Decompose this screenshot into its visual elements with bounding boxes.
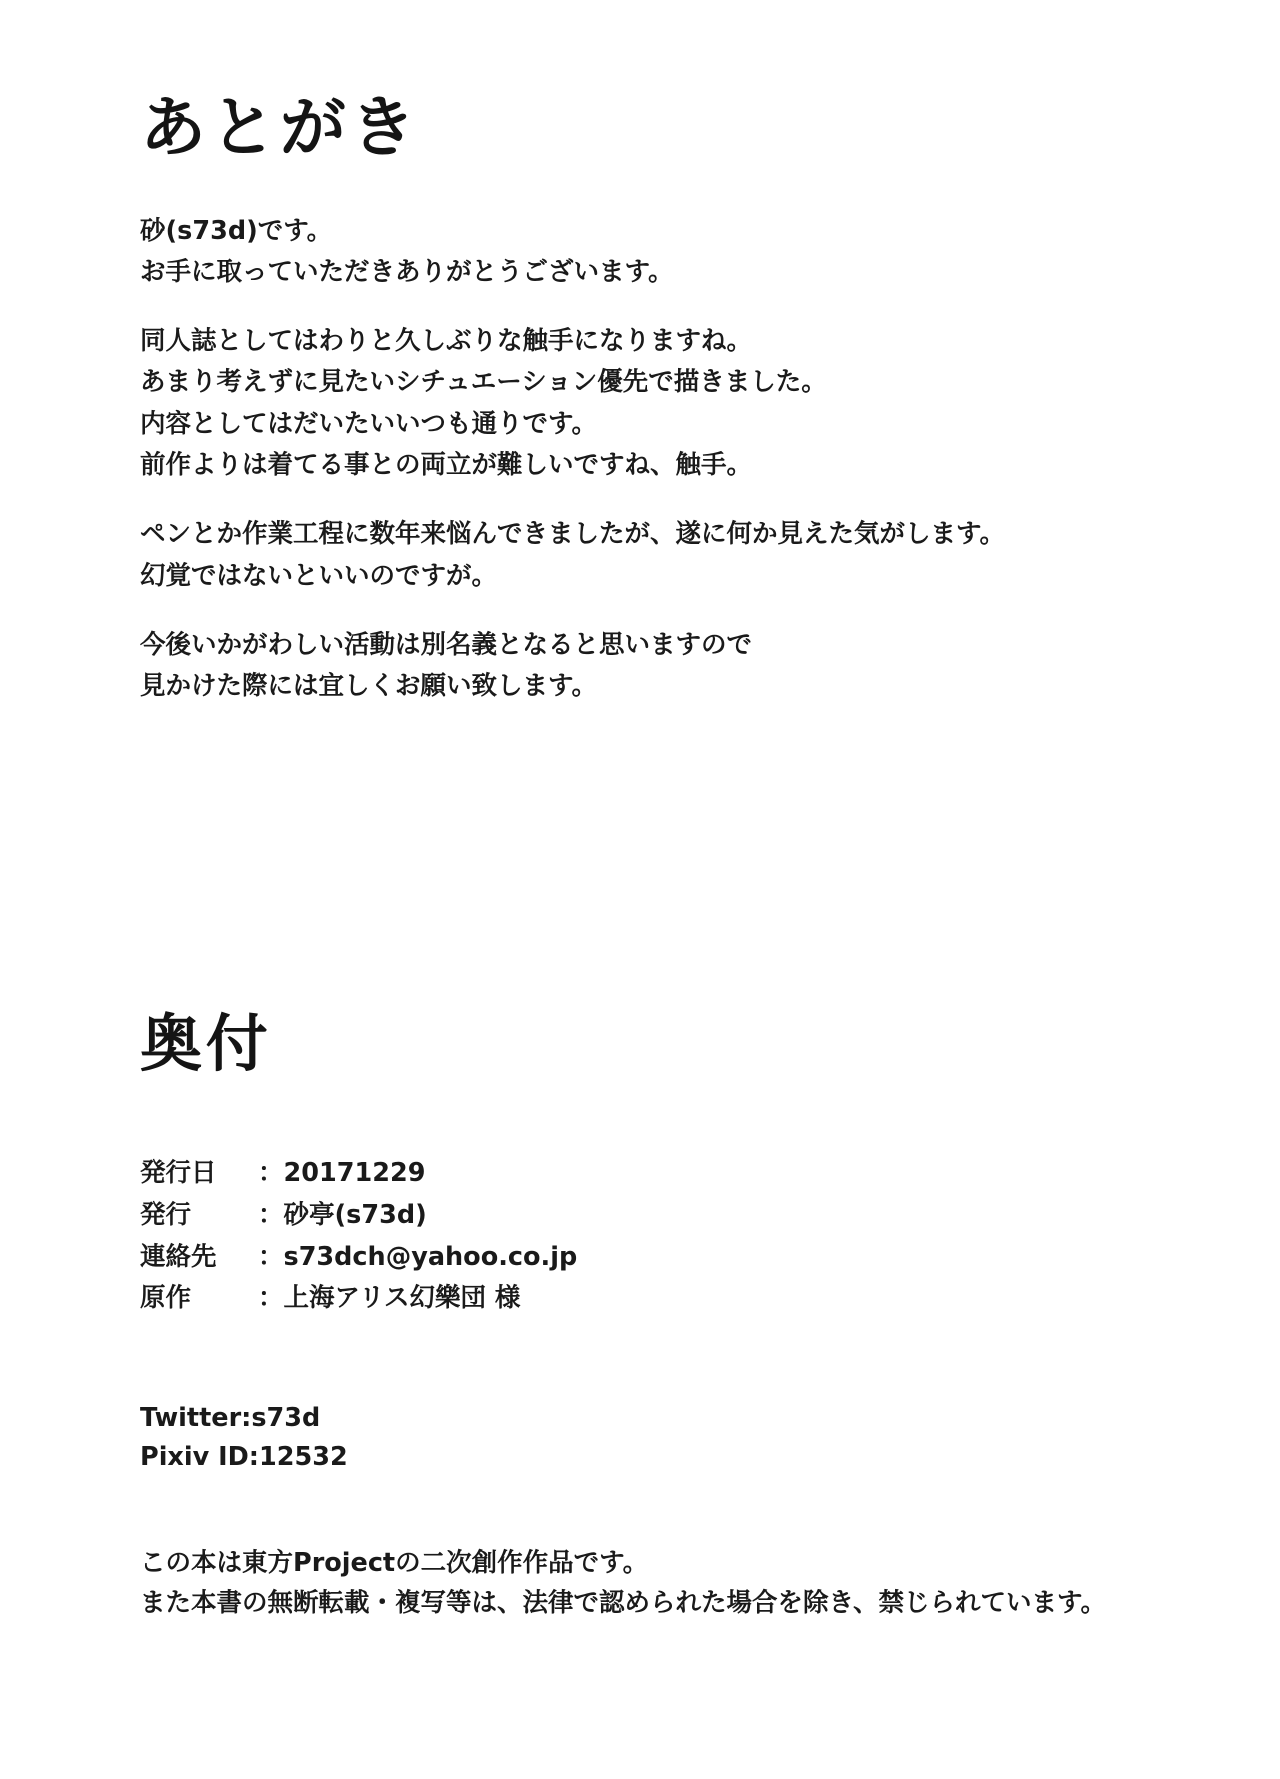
- copyright-notice: [140, 1544, 1160, 1624]
- table-row: [140, 1196, 577, 1238]
- afterword-body: [140, 211, 1160, 708]
- afterword-heading: あとがき: [140, 89, 420, 166]
- colophon-heading: 奥付: [140, 1007, 272, 1080]
- colophon-value: 20171229: [283, 1158, 426, 1189]
- colophon-label: 発行: [140, 1199, 192, 1230]
- afterword-line: 幻覚ではないといいのですが。: [140, 560, 498, 591]
- afterword-line: ペンとか作業工程に数年来悩んできましたが、遂に何か見えた気がします。: [140, 519, 1005, 550]
- afterword-line: 今後いかがわしい活動は別名義となると思いますので: [140, 629, 753, 660]
- table-row: [140, 1154, 577, 1196]
- colophon-contact-email: s73dch@yahoo.co.jp: [283, 1241, 578, 1272]
- colophon-separator: ：: [258, 1241, 284, 1272]
- table-row: [140, 1238, 577, 1280]
- afterword-line: 見かけた際には宜しくお願い致します。: [140, 671, 597, 702]
- pixiv-id: Pixiv ID:12532: [140, 1441, 348, 1472]
- colophon-label: 連絡先: [140, 1241, 217, 1272]
- colophon-value: 上海アリス幻樂団 様: [283, 1283, 521, 1314]
- notice-line: この本は東方Projectの二次創作作品です。: [140, 1547, 649, 1578]
- colophon-label: 発行日: [140, 1158, 217, 1189]
- afterword-line: あまり考えずに見たいシチュエーション優先で描きました。: [140, 367, 827, 398]
- colophon-social-links: [140, 1399, 1160, 1476]
- colophon-details-table: [140, 1154, 577, 1321]
- table-row: [140, 1279, 577, 1321]
- notice-line: また本書の無断転載・複写等は、法律で認められた場合を除き、禁じられています。: [140, 1587, 1106, 1618]
- colophon-value: 砂亭(s73d): [283, 1199, 427, 1230]
- colophon-label: 原作: [140, 1283, 192, 1314]
- colophon-section: [140, 1007, 1160, 1623]
- afterword-line: お手に取っていただきありがとうございます。: [140, 256, 674, 287]
- colophon-separator: ：: [258, 1199, 284, 1230]
- afterword-line: 内容としてはだいたいいつも通りです。: [140, 408, 597, 439]
- afterword-paragraph: [140, 514, 1160, 597]
- afterword-paragraph: [140, 625, 1160, 708]
- twitter-handle: Twitter:s73d: [140, 1403, 321, 1434]
- afterword-line: 同人誌としてはわりと久しぶりな触手になりますね。: [140, 326, 753, 357]
- colophon-separator: ：: [258, 1158, 284, 1189]
- afterword-section: [140, 89, 1160, 708]
- colophon-separator: ：: [258, 1283, 284, 1314]
- afterword-line: 前作よりは着てる事との両立が難しいですね、触手。: [140, 450, 753, 481]
- afterword-paragraph: [140, 321, 1160, 486]
- afterword-line: 砂(s73d)です。: [140, 215, 333, 246]
- afterword-paragraph: [140, 211, 1160, 294]
